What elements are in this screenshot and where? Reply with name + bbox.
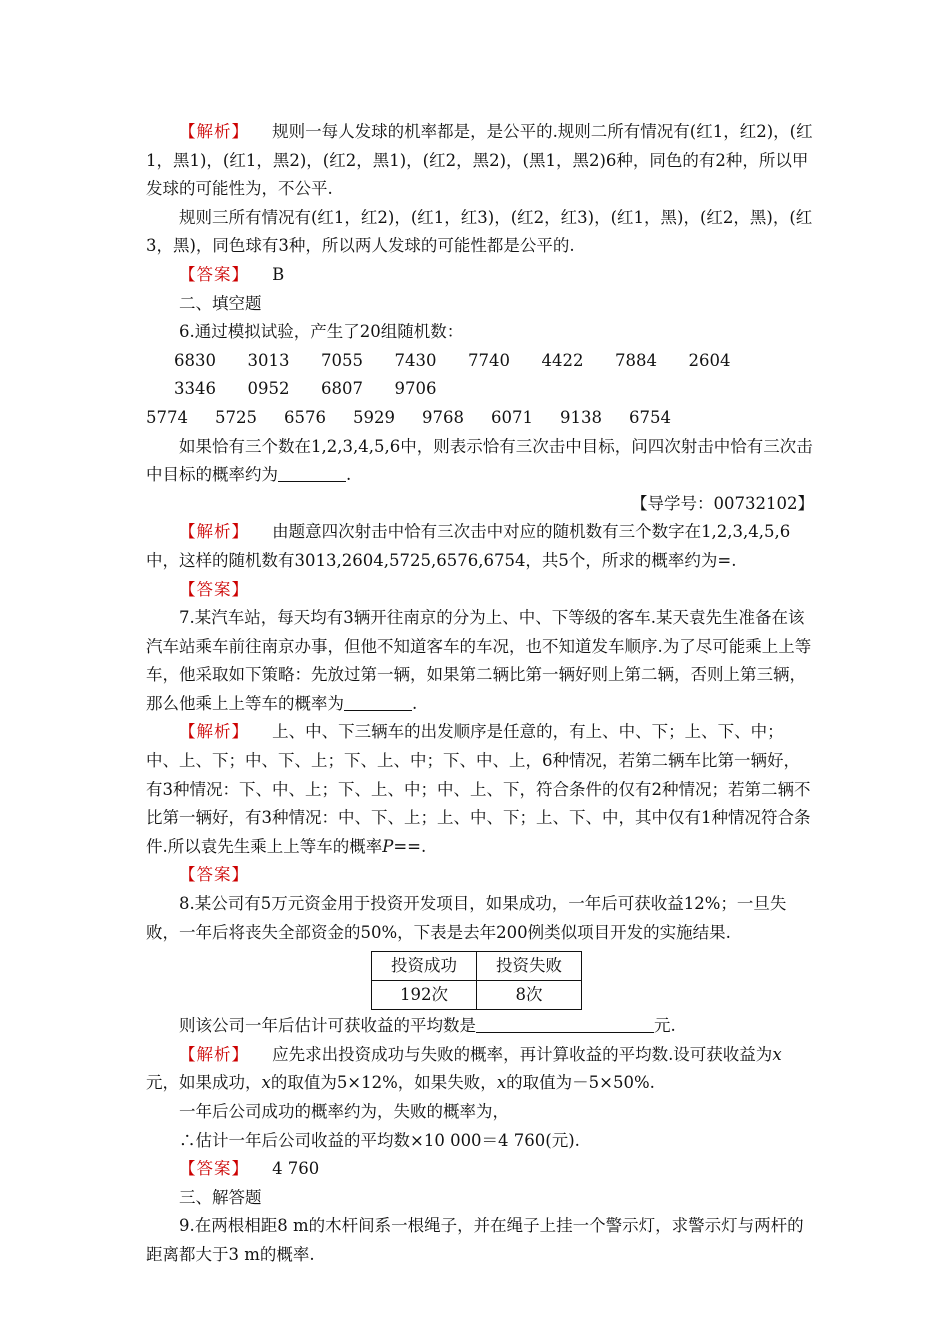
q8-stem: 8.某公司有5万元资金用于投资开发项目，如果成功，一年后可获收益12%；一旦失败，一年后将丧失全部资金的50%，下表是去年200例类似项目开发的实施结果. <box>146 894 787 942</box>
question-end: 元. <box>654 1016 676 1036</box>
random-number: 6754 <box>629 407 671 427</box>
q8-analysis-line-2: 一年后公司成功的概率约为，失败的概率为， <box>179 1102 509 1121</box>
random-number: 9138 <box>560 407 602 427</box>
analysis-text: 由题意四次射击中恰有三次击中对应的随机数有三个数字在1,2,3,4,5,6中，这样的随机数有3013,2604,5725,6576,6754，共5个，所求的概率约为=. <box>146 522 791 570</box>
question-end: . <box>412 693 418 713</box>
q5-answer <box>146 261 814 290</box>
q8-question <box>146 1012 814 1041</box>
question-text: 则该公司一年后估计可获收益的平均数是 <box>179 1016 476 1036</box>
random-number: 7430 <box>394 350 437 370</box>
question-text: 7.某汽车站，每天均有3辆开往南京的分为上、中、下等级的客车.某天袁先生准备在该汽车站乘车前往南京办事，但他不知道客车的车况，也不知道发车顺序.为了尽可能乘上上等车，他采取如下策略：先放过第一辆，如果第二辆比第一辆好则上第二辆，否则上第三辆，那么他乘上上等车的概率为 <box>146 608 812 713</box>
answer-blank <box>344 694 412 711</box>
analysis-text-end: ==. <box>393 836 427 856</box>
analysis-tag: 【解析】 <box>179 522 249 542</box>
variable-x: x <box>261 1073 271 1093</box>
answer-tag: 【答案】 <box>179 579 249 599</box>
table-header-cell: 投资失败 <box>477 952 582 981</box>
random-number: 5725 <box>215 407 257 427</box>
question-end: . <box>346 465 352 485</box>
random-number: 2604 <box>688 350 731 370</box>
answer-text: 4 760 <box>272 1159 320 1179</box>
random-number: 6807 <box>321 379 363 399</box>
random-number: 6576 <box>284 407 326 427</box>
analysis-tag: 【解析】 <box>179 1044 249 1064</box>
q6-answer <box>146 576 814 605</box>
q9-stem: 9.在两根相距8 m的木杆间系一根绳子，并在绳子上挂一个警示灯，求警示灯与两杆的距离都大于3 m的概率. <box>146 1216 804 1264</box>
variable-x: x <box>772 1044 782 1064</box>
table-header-cell: 投资成功 <box>372 952 477 981</box>
table-header-row <box>372 952 582 981</box>
random-number: 7740 <box>468 350 510 370</box>
variable-p: P <box>382 836 394 856</box>
random-number: 5774 <box>146 407 188 427</box>
guide-number: 【导学号：00732102】 <box>631 493 814 513</box>
q6-analysis <box>146 518 814 575</box>
document-page <box>146 118 814 1270</box>
random-number: 4422 <box>541 350 584 370</box>
table-row <box>372 981 582 1010</box>
random-numbers-row-2 <box>146 404 814 433</box>
random-number: 9768 <box>422 407 464 427</box>
random-number: 6071 <box>491 407 533 427</box>
q8-answer <box>146 1155 814 1184</box>
section-heading-solve: 三、解答题 <box>179 1187 262 1207</box>
q8-analysis-line-3: ∴估计一年后公司收益的平均数×10 000＝4 760(元). <box>179 1130 580 1150</box>
answer-blank <box>476 1016 654 1033</box>
q6-stem: 6.通过模拟试验，产生了20组随机数： <box>179 322 464 342</box>
results-table <box>371 951 582 1010</box>
q5-analysis-1 <box>146 118 814 204</box>
answer-tag: 【答案】 <box>179 865 249 885</box>
random-number: 5929 <box>353 407 395 427</box>
q7-stem <box>146 604 814 718</box>
random-number: 6830 <box>174 350 216 370</box>
analysis-text: 的取值为5×12%，如果失败， <box>270 1073 497 1093</box>
random-number: 0952 <box>247 379 290 399</box>
random-number: 7884 <box>615 350 657 370</box>
random-number: 3013 <box>247 350 290 370</box>
variable-x: x <box>496 1073 507 1093</box>
section-heading-fill-in: 二、填空题 <box>179 293 262 313</box>
random-number: 7055 <box>321 350 363 370</box>
analysis-text: 上、中、下三辆车的出发顺序是任意的，有上、中、下；上、下、中；中、上、下；中、下、上；下、上、中；下、中、上，6种情况，若第二辆车比第一辆好，有3种情况：下、中、上；下、上、中；中、上、下，符合条件的仅有2种情况；若第二辆不比第一辆好，有3种情况：中、下、上；上、中、下；上、下、中，其中仅有1种情况符合条件.所以袁先生乘上上等车的概率 <box>146 722 811 856</box>
table-cell: 192次 <box>372 981 477 1010</box>
answer-tag: 【答案】 <box>179 264 249 284</box>
answer-blank <box>278 465 346 482</box>
q7-answer <box>146 861 814 890</box>
random-number: 9706 <box>394 379 437 399</box>
answer-tag: 【答案】 <box>179 1159 249 1179</box>
analysis-text: 应先求出投资成功与失败的概率，再计算收益的平均数.设可获收益为 <box>272 1044 773 1064</box>
answer-text: B <box>272 264 285 284</box>
analysis-text: 元，如果成功， <box>146 1073 262 1093</box>
q7-analysis <box>146 718 814 861</box>
analysis-text: 的取值为－5×50%. <box>506 1073 655 1093</box>
analysis-tag: 【解析】 <box>179 122 249 141</box>
random-numbers-row-1 <box>146 347 814 404</box>
q6-question <box>146 433 814 490</box>
q8-analysis <box>146 1041 814 1098</box>
q5-analysis-2: 规则三所有情况有(红1，红2)，(红1，红3)，(红2，红3)，(红1，黑)，(红2，黑)，(红3，黑)，同色球有3种，所以两人发球的可能性都是公平的. <box>146 207 813 256</box>
random-number: 3346 <box>174 379 216 399</box>
table-cell: 8次 <box>477 981 582 1010</box>
analysis-tag: 【解析】 <box>179 722 249 742</box>
analysis-text: 规则一每人发球的机率都是，是公平的.规则二所有情况有(红1，红2)，(红1，黑1)，(红1，黑2)，(红2，黑1)，(红2，黑2)，(黑1，黑2)6种，同色的有2种，所以甲发球的可能性为，不公平. <box>146 122 813 199</box>
question-text: 如果恰有三个数在1,2,3,4,5,6中，则表示恰有三次击中目标，问四次射击中恰有三次击中目标的概率约为 <box>146 436 813 485</box>
